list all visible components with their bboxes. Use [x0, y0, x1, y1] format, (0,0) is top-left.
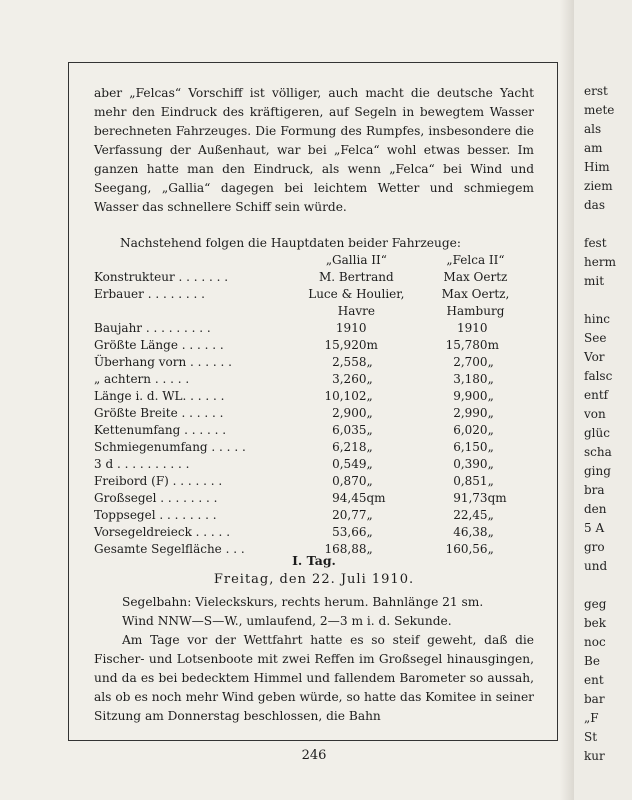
right-page-line-fragment: den — [584, 502, 607, 516]
right-page-line-fragment: fest — [584, 236, 607, 250]
felca-value: 6,020 — [453, 423, 488, 437]
gallia-header-cell: Havre — [337, 304, 375, 318]
felca-unit — [488, 320, 534, 337]
right-page-line-fragment: von — [584, 407, 606, 421]
gallia-unit: „ — [366, 423, 373, 437]
row-label: Länge i. d. WL. . . . . . — [94, 389, 225, 403]
table-header-row — [94, 286, 534, 303]
gallia-unit: „ — [366, 457, 373, 471]
row-label: „ achtern . . . . . — [94, 372, 190, 386]
table-row — [94, 422, 534, 439]
right-page-line-fragment: ent — [584, 673, 604, 687]
wind-line: Wind NNW—S—W., umlaufend, 2—3 m i. d. Sekunde. — [122, 614, 452, 628]
right-page-line-fragment: Vor — [584, 350, 605, 364]
gallia-unit: „ — [366, 508, 373, 522]
felca-value: 0,390 — [453, 457, 488, 471]
date-line: Freitag, den 22. Juli 1910. — [213, 572, 415, 587]
gallia-value: 2,900 — [332, 406, 367, 420]
table-header-row — [94, 252, 534, 269]
course-line: Segelbahn: Vieleckskurs, rechts herum. Bahnlänge 21 sm. — [122, 595, 484, 609]
section-title: I. Tag. — [292, 553, 336, 568]
right-page-line-fragment: noc — [584, 635, 606, 649]
row-label — [94, 252, 296, 269]
row-label: Schmiegenumfang . . . . . — [94, 440, 246, 454]
right-page-line-fragment: und — [584, 559, 608, 573]
right-page-line-fragment: erst — [584, 84, 608, 98]
gallia-value: 6,218 — [332, 440, 367, 454]
row-label: Größte Länge . . . . . . — [94, 338, 224, 352]
right-page-line-fragment: falsc — [584, 369, 613, 383]
table-row — [94, 388, 534, 405]
row-label: Erbauer . . . . . . . . — [94, 287, 205, 301]
felca-value: 46,38 — [453, 525, 488, 539]
right-page-line-fragment: ging — [584, 464, 611, 478]
right-page-line-fragment: Be — [584, 654, 600, 668]
felca-value: 3,180 — [453, 372, 488, 386]
right-page-line-fragment: scha — [584, 445, 612, 459]
gallia-header-cell: „Gallia II“ — [325, 253, 387, 267]
right-page-line-fragment: mete — [584, 103, 615, 117]
row-label: Konstrukteur . . . . . . . — [94, 270, 229, 284]
table-row — [94, 371, 534, 388]
felca-value: 160,56 — [445, 542, 488, 556]
gallia-value: 0,870 — [332, 474, 367, 488]
gallia-header-cell: Luce & Houlier, — [308, 287, 405, 301]
felca-header-cell: Hamburg — [446, 304, 505, 318]
table-row — [94, 354, 534, 371]
gallia-value: 20,77 — [332, 508, 367, 522]
intro-paragraph — [94, 84, 534, 217]
right-page-line-fragment: „F — [584, 711, 599, 725]
gallia-unit: „ — [366, 440, 373, 454]
right-page-line-fragment: ziem — [584, 179, 613, 193]
gallia-unit: qm — [366, 491, 386, 505]
race-description — [94, 593, 534, 726]
right-page-line-fragment: hinc — [584, 312, 611, 326]
table-row — [94, 439, 534, 456]
table-row — [94, 473, 534, 490]
row-label: Kettenumfang . . . . . . — [94, 423, 227, 437]
felca-value: 0,851 — [453, 474, 488, 488]
gallia-unit: „ — [366, 372, 373, 386]
gallia-value: 94,45 — [332, 491, 367, 505]
felca-unit: „ — [487, 423, 494, 437]
row-label: 3 d . . . . . . . . . . — [94, 457, 190, 471]
gallia-value: 10,102 — [324, 389, 367, 403]
gallia-value: 53,66 — [332, 525, 367, 539]
gallia-value: 0,549 — [332, 457, 367, 471]
row-label: Baujahr . . . . . . . . . — [94, 321, 211, 335]
right-page-line-fragment: St — [584, 730, 598, 744]
right-page-line-fragment: kur — [584, 749, 605, 763]
felca-value: 2,700 — [453, 355, 488, 369]
table-row — [94, 524, 534, 541]
right-page-line-fragment: bek — [584, 616, 607, 630]
row-label: Überhang vorn . . . . . . — [94, 355, 232, 369]
table-row — [94, 507, 534, 524]
felca-value: 22,45 — [453, 508, 488, 522]
gallia-unit: „ — [366, 474, 373, 488]
felca-unit: qm — [487, 491, 507, 505]
gallia-value: 2,558 — [332, 355, 367, 369]
table-row — [94, 405, 534, 422]
gallia-value: 6,035 — [332, 423, 367, 437]
gallia-value: 168,88 — [324, 542, 367, 556]
felca-unit: m — [487, 338, 499, 352]
row-label — [94, 303, 296, 320]
right-page-line-fragment: See — [584, 331, 607, 345]
felca-unit: „ — [487, 474, 494, 488]
right-page-line-fragment: bra — [584, 483, 605, 497]
felca-unit: „ — [487, 406, 494, 420]
felca-value: 91,73 — [453, 491, 488, 505]
gallia-unit: „ — [366, 406, 373, 420]
felca-unit: „ — [487, 457, 494, 471]
felca-header-cell: „Felca II“ — [446, 253, 505, 267]
right-page-line-fragment: 5 A — [584, 521, 605, 535]
row-label: Größte Breite . . . . . . — [94, 406, 224, 420]
row-label: Freibord (F) . . . . . . . — [94, 474, 223, 488]
body-paragraph: Am Tage vor der Wettfahrt hatte es so steif geweht, daß die Fischer- und Lotsenboote mit zwei Reffen im Großsegel hinausgingen, und da es bei bedecktem Himmel und fallendem Barometer so aussah, als ob es noch mehr Wind geben würde, so hatte das Komitee in seiner Sitzung am Donnerstag beschlossen, die Bahn — [94, 633, 534, 723]
right-page-line-fragment: glüc — [584, 426, 610, 440]
felca-header-cell: Max Oertz, — [441, 287, 510, 301]
table-row — [94, 320, 534, 337]
felca-header-cell: Max Oertz — [443, 270, 508, 284]
table-header-row — [94, 269, 534, 286]
felca-value: 1910 — [457, 321, 488, 335]
gallia-unit: „ — [366, 355, 373, 369]
gallia-value: 15,920 — [324, 338, 367, 352]
gallia-header-cell: M. Bertrand — [319, 270, 394, 284]
yacht-data-table — [94, 252, 534, 558]
row-label: Toppsegel . . . . . . . . — [94, 508, 217, 522]
right-page-edge — [574, 0, 632, 800]
right-page-line-fragment: herm — [584, 255, 616, 269]
table-row — [94, 337, 534, 354]
felca-value: 2,990 — [453, 406, 488, 420]
felca-unit: „ — [487, 542, 494, 556]
row-label: Großsegel . . . . . . . . — [94, 491, 218, 505]
felca-value: 6,150 — [453, 440, 488, 454]
row-label: Vorsegeldreieck . . . . . — [94, 525, 231, 539]
table-row — [94, 456, 534, 473]
right-page-line-fragment: bar — [584, 692, 605, 706]
gallia-unit: „ — [366, 525, 373, 539]
table-intro: Nachstehend folgen die Hauptdaten beider Fahrzeuge: — [120, 236, 461, 250]
felca-unit: „ — [487, 525, 494, 539]
gallia-value: 3,260 — [332, 372, 367, 386]
right-page-line-fragment: als — [584, 122, 602, 136]
right-page-line-fragment: Him — [584, 160, 610, 174]
right-page-line-fragment: das — [584, 198, 605, 212]
page-number: 246 — [301, 748, 327, 763]
gallia-unit: „ — [366, 389, 373, 403]
gallia-unit — [366, 320, 416, 337]
right-page-line-fragment: geg — [584, 597, 607, 611]
right-page-line-fragment: gro — [584, 540, 605, 554]
felca-value: 15,780 — [445, 338, 488, 352]
right-page-line-fragment: entf — [584, 388, 609, 402]
table-header-row — [94, 303, 534, 320]
gallia-value: 1910 — [335, 321, 367, 335]
felca-unit: „ — [487, 508, 494, 522]
right-page-line-fragment: am — [584, 141, 603, 155]
felca-value: 9,900 — [453, 389, 488, 403]
row-label: Gesamte Segelfläche . . . — [94, 542, 245, 556]
table-row — [94, 490, 534, 507]
felca-unit: „ — [487, 440, 494, 454]
gallia-unit: „ — [366, 542, 373, 556]
gallia-unit: m — [366, 338, 378, 352]
felca-unit: „ — [487, 372, 494, 386]
intro-text: aber „Felcas“ Vorschiff ist völliger, auch macht die deutsche Yacht mehr den Eindruck des kräftigeren, auf Segeln in bewegtem Wasser berechneten Fahrzeuges. Die Formung des Rumpfes, insbesondere die Verfassung der Außenhaut, war bei „Felca“ wohl etwas besser. Im ganzen hatte man den Eindruck, als wenn „Felca“ bei Wind und Seegang, „Gallia“ dagegen bei leichtem Wetter und schmiegem Wasser das schnellere Schiff sein würde. — [94, 86, 534, 214]
felca-unit: „ — [487, 389, 494, 403]
felca-unit: „ — [487, 355, 494, 369]
right-page-line-fragment: mit — [584, 274, 605, 288]
